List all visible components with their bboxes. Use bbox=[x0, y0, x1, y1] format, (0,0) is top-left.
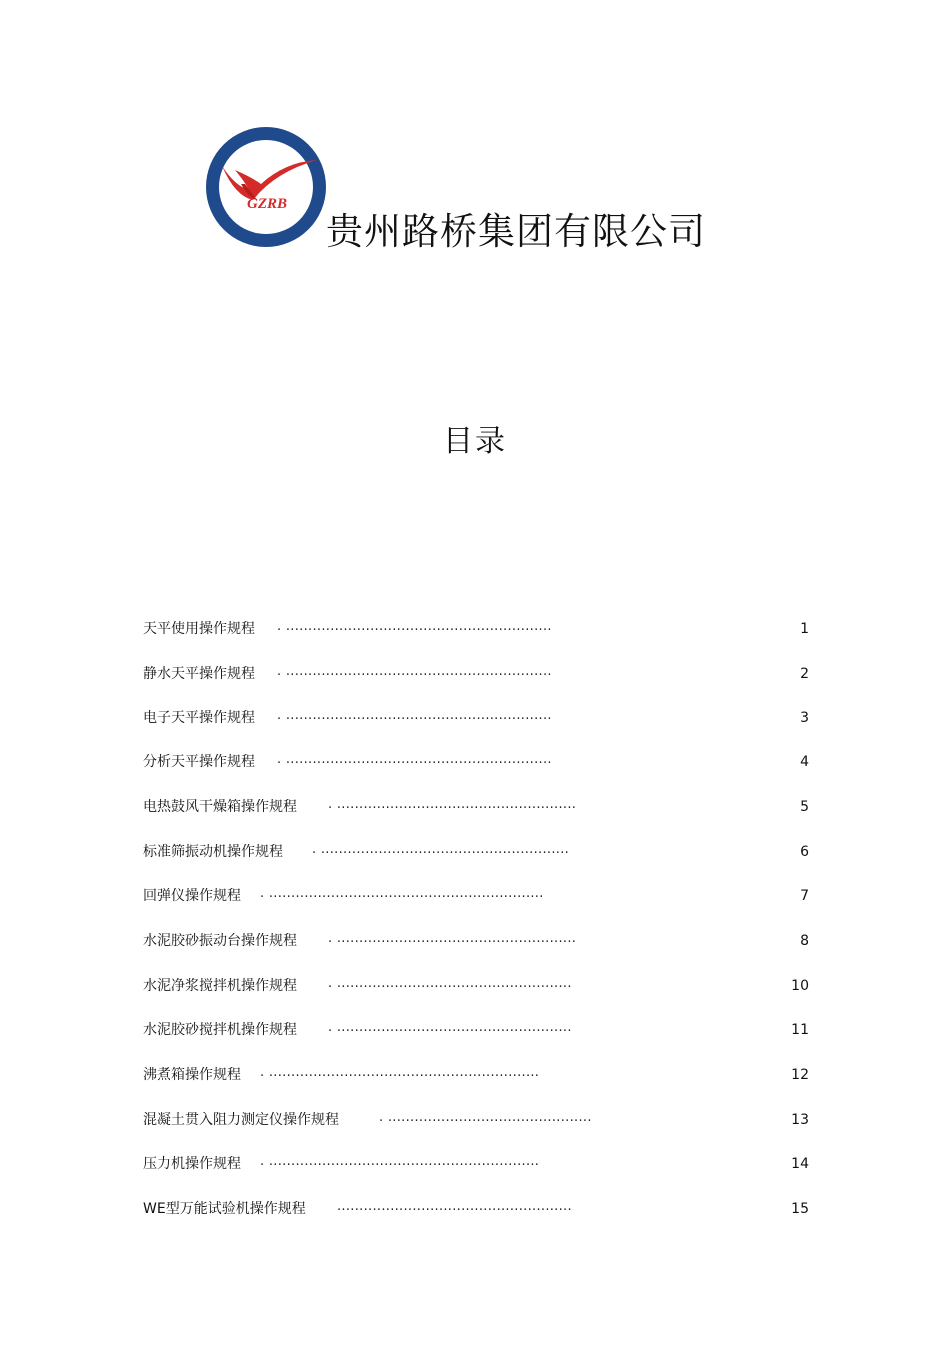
toc-leader-dots: . ............................................................ bbox=[277, 752, 552, 767]
toc-entry-label: 水泥净浆搅拌机操作规程 bbox=[143, 978, 297, 994]
toc-entry-page: 3 bbox=[800, 710, 809, 726]
logo-text: GZRB bbox=[246, 196, 288, 212]
toc-entry[interactable] bbox=[143, 751, 809, 773]
toc-leader-dots: . ............................................................ bbox=[277, 619, 552, 634]
toc-entry-page: 7 bbox=[800, 888, 809, 904]
toc-leader-dots: . ........................................................ bbox=[312, 842, 570, 857]
toc-entry[interactable] bbox=[143, 1198, 809, 1220]
toc-leader-dots: . ..................................................... bbox=[328, 1020, 572, 1035]
toc-leader-dots: . .............................................. bbox=[379, 1110, 592, 1125]
toc-entry-page: 1 bbox=[800, 621, 809, 637]
toc-entry-label: 天平使用操作规程 bbox=[143, 621, 255, 637]
toc-entry-label: 水泥胶砂振动台操作规程 bbox=[143, 933, 297, 949]
toc-entry[interactable] bbox=[143, 663, 809, 685]
toc-leader-dots: ..................................................... bbox=[337, 1199, 572, 1214]
toc-entry-page: 6 bbox=[800, 844, 809, 860]
toc-title: 目录 bbox=[443, 424, 507, 459]
toc-entry-label: 分析天平操作规程 bbox=[143, 754, 255, 770]
toc-leader-dots: . ...................................................... bbox=[328, 931, 577, 946]
toc-entry-label: 静水天平操作规程 bbox=[143, 666, 255, 682]
toc-entry[interactable] bbox=[143, 885, 809, 907]
toc-entry-page: 12 bbox=[791, 1067, 809, 1083]
toc-entry-page: 11 bbox=[791, 1022, 809, 1038]
toc-entry-label: 回弹仪操作规程 bbox=[143, 888, 241, 904]
toc-entry[interactable] bbox=[143, 841, 809, 863]
toc-leader-dots: . ............................................................. bbox=[260, 1154, 540, 1169]
toc-entry-page: 14 bbox=[791, 1156, 809, 1172]
toc-entry[interactable] bbox=[143, 796, 809, 818]
toc-entry[interactable] bbox=[143, 1153, 809, 1175]
toc-entry-label: 沸煮箱操作规程 bbox=[143, 1067, 241, 1083]
toc-entry-page: 4 bbox=[800, 754, 809, 770]
toc-entry-page: 10 bbox=[791, 978, 809, 994]
toc-entry-label: 电热鼓风干燥箱操作规程 bbox=[143, 799, 297, 815]
toc-leader-dots: . .............................................................. bbox=[260, 886, 544, 901]
toc-entry[interactable] bbox=[143, 1109, 809, 1131]
toc-entry-label: 压力机操作规程 bbox=[143, 1156, 241, 1172]
toc-entry[interactable] bbox=[143, 975, 809, 997]
toc-entry-label: 水泥胶砂搅拌机操作规程 bbox=[143, 1022, 297, 1038]
toc-leader-dots: . ............................................................. bbox=[260, 1065, 540, 1080]
toc-entry[interactable] bbox=[143, 1064, 809, 1086]
toc-entry-label: WE型万能试验机操作规程 bbox=[143, 1201, 306, 1217]
toc-leader-dots: . ............................................................ bbox=[277, 708, 552, 723]
toc-leader-dots: . ..................................................... bbox=[328, 976, 572, 991]
toc-entry[interactable] bbox=[143, 707, 809, 729]
toc-leader-dots: . ............................................................ bbox=[277, 664, 552, 679]
toc-entry-page: 15 bbox=[791, 1201, 809, 1217]
toc-entry[interactable] bbox=[143, 618, 809, 640]
toc-entry-page: 2 bbox=[800, 666, 809, 682]
toc-entry-label: 混凝土贯入阻力测定仪操作规程 bbox=[143, 1112, 339, 1128]
toc-entry-page: 13 bbox=[791, 1112, 809, 1128]
toc-entry-label: 标准筛振动机操作规程 bbox=[143, 844, 283, 860]
company-name: 贵州路桥集团有限公司 bbox=[326, 210, 706, 253]
toc-entry-label: 电子天平操作规程 bbox=[143, 710, 255, 726]
toc-leader-dots: . ...................................................... bbox=[328, 797, 577, 812]
toc-entry[interactable] bbox=[143, 930, 809, 952]
toc-entry-page: 5 bbox=[800, 799, 809, 815]
toc-entry[interactable] bbox=[143, 1019, 809, 1041]
toc-entry-page: 8 bbox=[800, 933, 809, 949]
